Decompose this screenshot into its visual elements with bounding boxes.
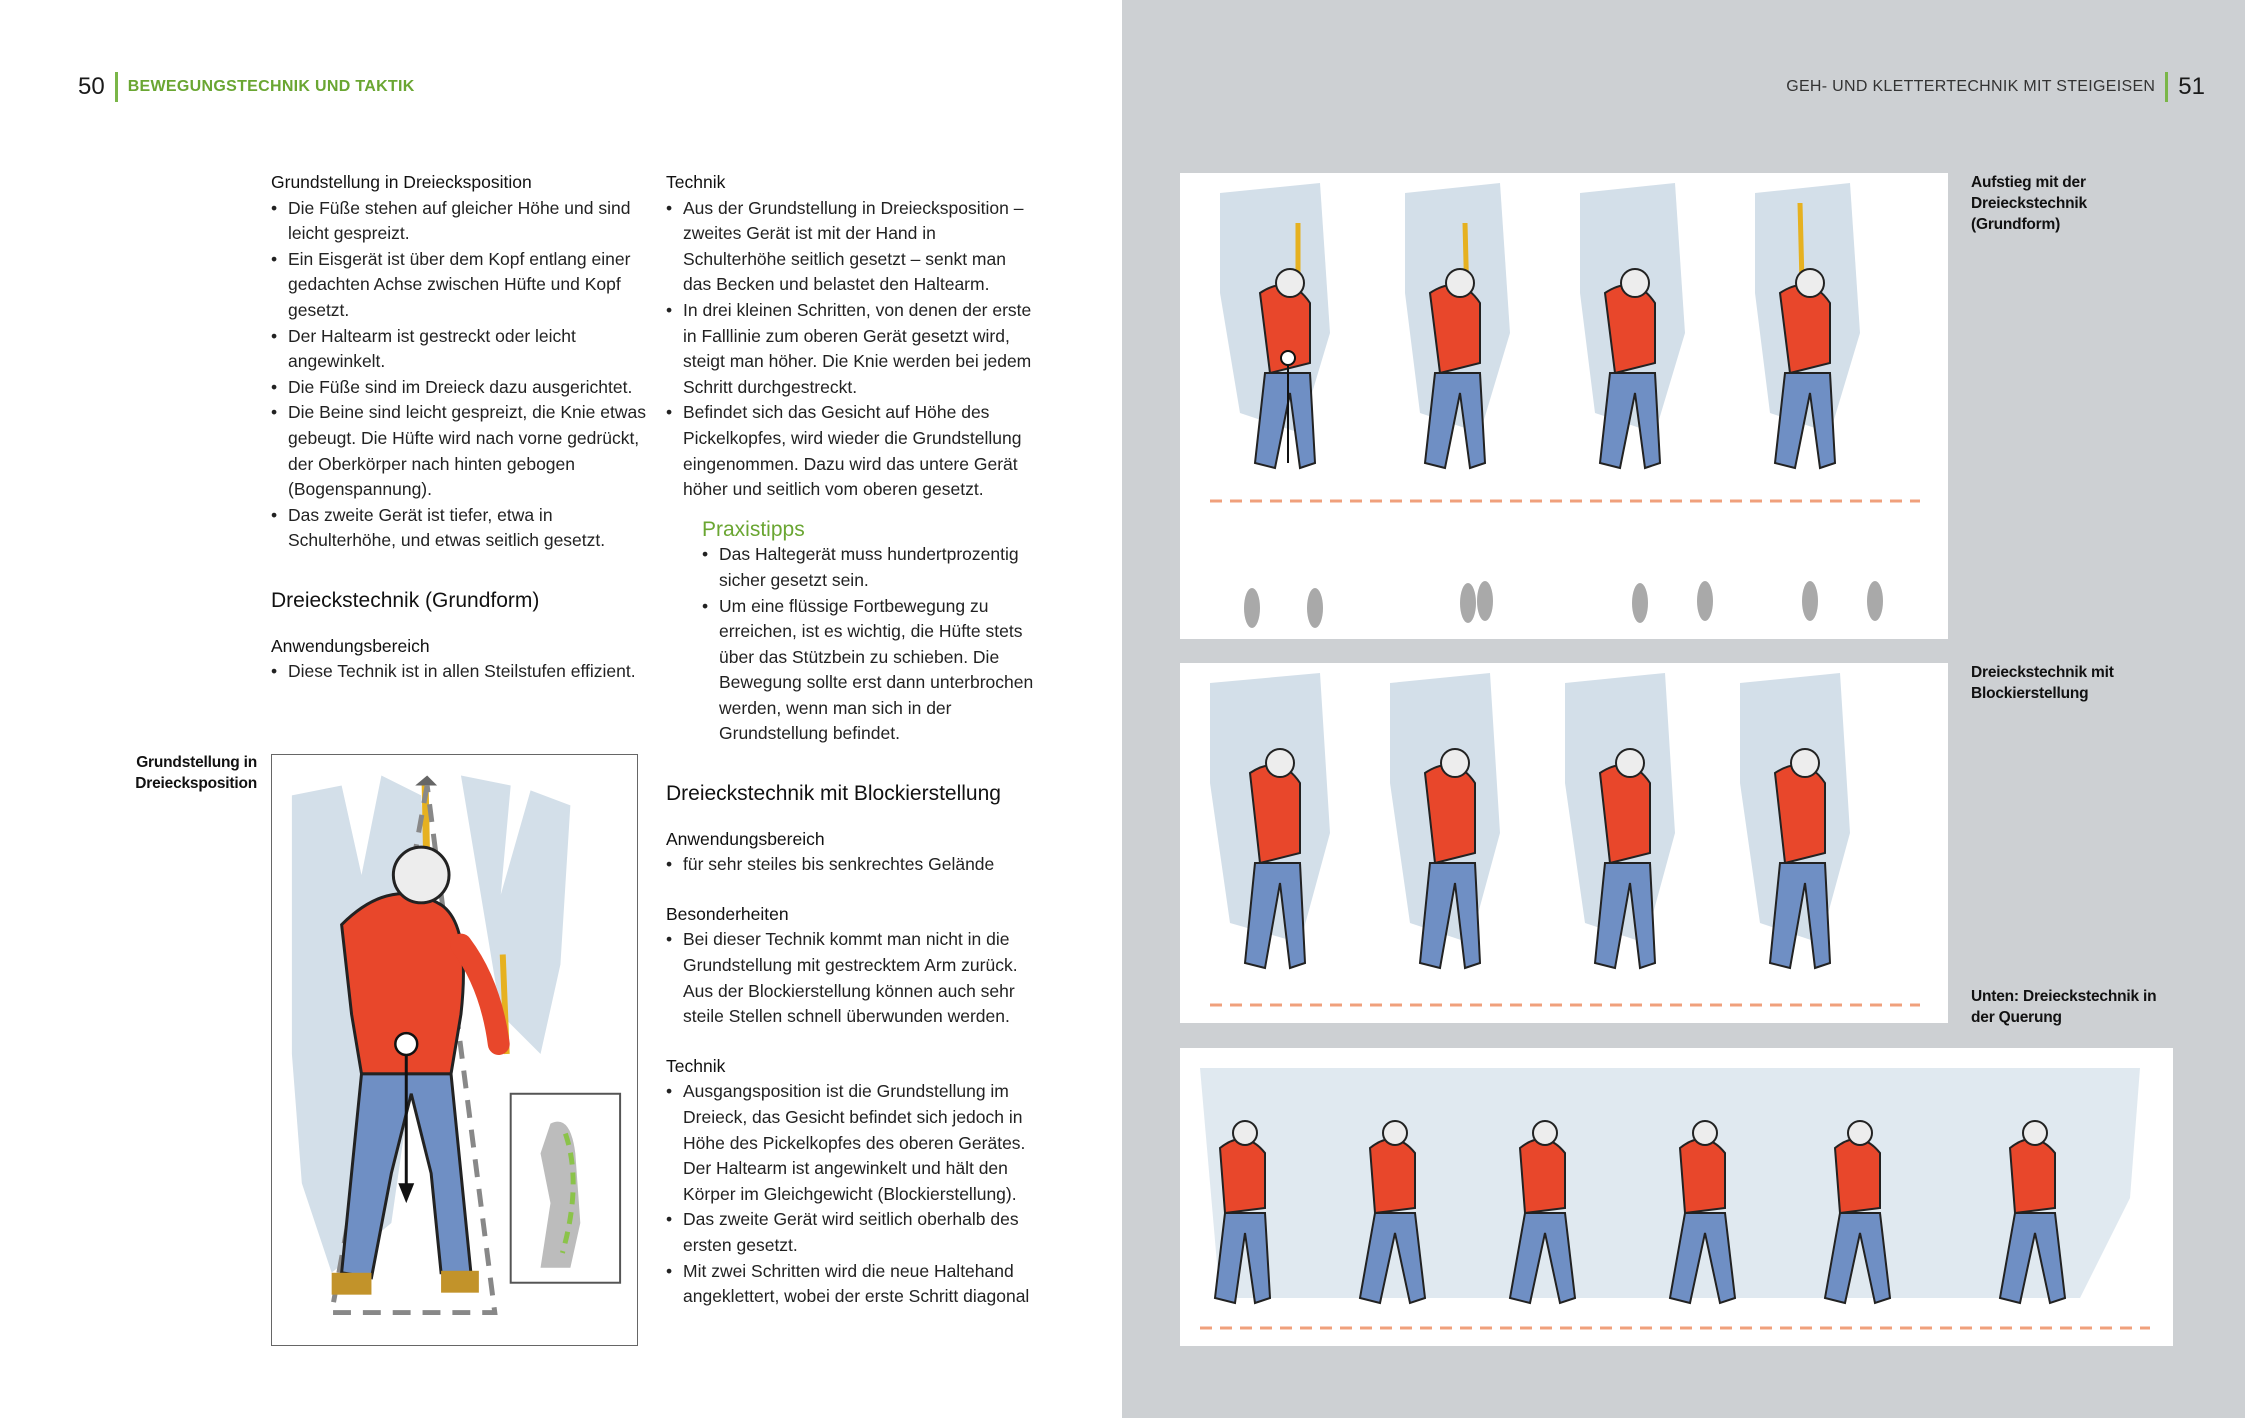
anwendung2-list <box>666 852 1036 878</box>
center-of-gravity <box>1281 351 1295 365</box>
jacket <box>1370 1139 1415 1213</box>
helmet <box>1266 749 1294 777</box>
helmet <box>1383 1121 1407 1145</box>
section-title-blockier: Dreieckstechnik mit Blockierstellung <box>666 782 1001 806</box>
technik2-list <box>666 1079 1036 1309</box>
axe-head <box>415 776 437 786</box>
text-column-a <box>271 170 651 685</box>
list-item: • Das zweite Gerät ist tiefer, etwa in Schulterhöhe, und etwas seitlich gesetzt. <box>271 503 651 554</box>
besonder-list <box>666 927 1036 1029</box>
footprints <box>1244 581 1883 628</box>
anwendung-title: Anwendungsbereich <box>271 635 430 656</box>
sequence-illustration <box>1180 173 1948 639</box>
left-running-head: BEWEGUNGSTECHNIK UND TAKTIK <box>127 78 415 95</box>
helmet <box>2023 1121 2047 1145</box>
climber-frame-1 <box>1210 673 1330 968</box>
boot-left <box>332 1273 372 1295</box>
folio-divider <box>115 72 118 102</box>
figure-blockierstellung <box>1180 663 1948 1023</box>
list-item: • Bei dieser Technik kommt man nicht in die Grundstellung mit gestrecktem Arm zurück. Aus der Blockierstellung können auch sehr steile Stellen schnell überwunden werden. <box>666 927 1036 1029</box>
jacket <box>1780 285 1830 373</box>
helmet <box>1533 1121 1557 1145</box>
technik2-title: Technik <box>666 1055 726 1076</box>
caption-fig1: Aufstieg mit der Dreieckstechnik (Grundform) <box>1971 174 2087 233</box>
left-page-number: 50 <box>78 73 105 100</box>
list-item: • Aus der Grundstellung in Dreiecksposition – zweites Gerät ist mit der Hand in Schulterhöhe seitlich gesetzt – senkt man das Becken und belastet den Haltearm. <box>666 196 1036 298</box>
grund-list <box>271 196 651 554</box>
climber-frame-3 <box>1580 183 1685 468</box>
trousers <box>1425 373 1485 468</box>
climber-frame-2 <box>1390 673 1500 968</box>
list-item: • Um eine flüssige Fortbewegung zu erreichen, ist es wichtig, die Hüfte stets über das Stützbein zu schieben. Die Bewegung sollte erst dann unterbrochen werden, wenn man sich in der Grundstellung befindet. <box>702 594 1036 748</box>
center-of-gravity <box>395 1033 417 1055</box>
jacket <box>1430 285 1480 373</box>
trousers <box>1770 863 1830 968</box>
list-item: • Die Beine sind leicht gespreizt, die Knie etwas gebeugt. Die Hüfte wird nach vorne gedrückt, der Oberkörper nach hinten gebogen (Bogenspannung). <box>271 400 651 502</box>
right-page-number: 51 <box>2178 73 2205 100</box>
folio-divider <box>2165 72 2168 102</box>
text-column-b <box>666 170 1036 1310</box>
helmet <box>1233 1121 1257 1145</box>
left-folio <box>78 72 415 102</box>
jacket <box>1775 765 1825 863</box>
helmet <box>1791 749 1819 777</box>
list-item: • Ein Eisgerät ist über dem Kopf entlang einer gedachten Achse zwischen Hüfte und Kopf gesetzt. <box>271 247 651 324</box>
caption-fig2: Dreieckstechnik mit Blockierstellung <box>1971 664 2114 702</box>
sequence-illustration <box>1180 663 1948 1023</box>
jacket <box>1220 1139 1265 1213</box>
climber-frame-1 <box>1220 183 1330 468</box>
helmet <box>1616 749 1644 777</box>
trousers <box>1255 373 1315 468</box>
ice-wall <box>1200 1068 2140 1298</box>
grund-title: Grundstellung in Dreiecksposition <box>271 172 532 192</box>
trousers <box>1600 373 1660 468</box>
sequence-illustration <box>1180 1048 2173 1346</box>
figure-aufstieg-grundform <box>1180 173 1948 639</box>
list-item: • Das Haltegerät muss hundertprozentig sicher gesetzt sein. <box>702 542 1036 593</box>
caption-fig3: Unten: Dreieckstechnik in der Querung <box>1971 988 2157 1026</box>
caption-left-figure: Grundstellung in Dreiecksposition <box>135 754 257 792</box>
tips-list <box>702 542 1036 747</box>
list-item: • Die Füße sind im Dreieck dazu ausgerichtet. <box>271 375 651 401</box>
climber-frame-2 <box>1405 183 1510 468</box>
jacket <box>1680 1139 1725 1213</box>
trousers <box>1595 863 1655 968</box>
helmet <box>1446 269 1474 297</box>
helmet <box>1796 269 1824 297</box>
trousers <box>1775 373 1835 468</box>
climber-frame-4 <box>1740 673 1850 968</box>
jacket <box>1520 1139 1565 1213</box>
climber-illustration <box>272 755 637 1345</box>
jacket <box>2010 1139 2055 1213</box>
jacket <box>1835 1139 1880 1213</box>
helmet <box>1693 1121 1717 1145</box>
jacket <box>1600 765 1650 863</box>
list-item: • In drei kleinen Schritten, von denen der erste in Falllinie zum oberen Gerät gesetzt wird, steigt man höher. Die Knie werden bei jedem Schritt durchgestreckt. <box>666 298 1036 400</box>
jacket <box>1250 765 1300 863</box>
list-item: • Die Füße stehen auf gleicher Höhe und sind leicht gespreizt. <box>271 196 651 247</box>
jacket <box>1605 285 1655 373</box>
technik-title: Technik <box>666 172 726 192</box>
helmet <box>1621 269 1649 297</box>
list-item: • Befindet sich das Gesicht auf Höhe des Pickelkopfes, wird wieder die Grundstellung eingenommen. Dazu wird das untere Gerät höher und seitlich vom oberen gesetzt. <box>666 400 1036 502</box>
list-item: • Das zweite Gerät wird seitlich oberhalb des ersten gesetzt. <box>666 1207 1036 1258</box>
left-page <box>0 0 1122 1418</box>
figure-querung <box>1180 1048 2173 1346</box>
jacket <box>1425 765 1475 863</box>
figure-grundstellung <box>271 754 638 1346</box>
list-item: • Der Haltearm ist gestreckt oder leicht angewinkelt. <box>271 324 651 375</box>
section-title-grundform: Dreieckstechnik (Grundform) <box>271 588 540 612</box>
list-item: • Diese Technik ist in allen Steilstufen effizient. <box>271 659 651 685</box>
helmet <box>1848 1121 1872 1145</box>
besonder-title: Besonderheiten <box>666 903 789 924</box>
right-folio <box>1786 72 2205 102</box>
trousers <box>1245 863 1305 968</box>
anwendung-list <box>271 659 651 685</box>
right-running-head: GEH- UND KLETTERTECHNIK MIT STEIGEISEN <box>1786 78 2156 95</box>
helmet <box>393 847 449 903</box>
boot-right <box>441 1271 479 1293</box>
tips-title: Praxistipps <box>702 517 805 541</box>
climber-frame-3 <box>1565 673 1675 968</box>
list-item: • Mit zwei Schritten wird die neue Haltehand angeklettert, wobei der erste Schritt diagonal <box>666 1259 1036 1310</box>
list-item: • Ausgangsposition ist die Grundstellung im Dreieck, das Gesicht befindet sich jedoch in Höhe des Pickelkopfes des oberen Gerätes. Der Haltearm ist angewinkelt und hält den Körper im Gleichgewicht (Blockierstellung). <box>666 1079 1036 1207</box>
gravity-arrow <box>398 1183 414 1203</box>
trousers <box>1420 863 1480 968</box>
helmet <box>1276 269 1304 297</box>
helmet <box>1441 749 1469 777</box>
list-item: • für sehr steiles bis senkrechtes Gelände <box>666 852 1036 878</box>
anwendung2-title: Anwendungsbereich <box>666 828 825 849</box>
ice-shape <box>461 776 570 1054</box>
technik-list <box>666 196 1036 503</box>
climber-frame-4 <box>1755 183 1860 468</box>
